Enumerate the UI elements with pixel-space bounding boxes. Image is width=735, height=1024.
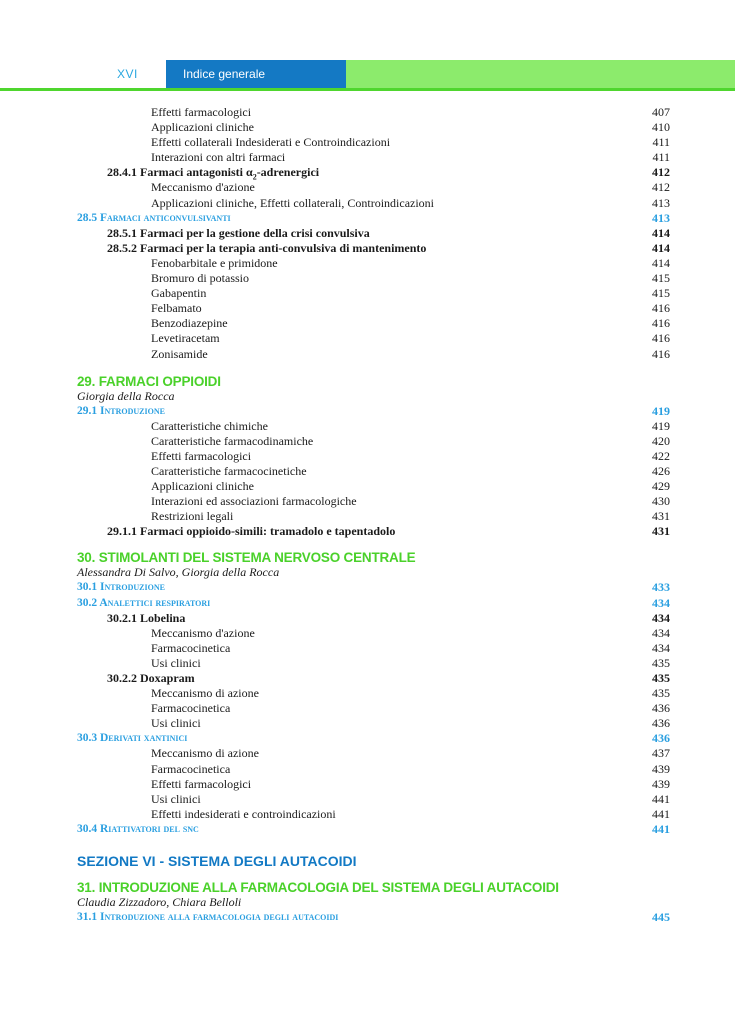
toc-entry-page: 434 — [652, 595, 670, 610]
toc-entry — [0, 419, 735, 434]
toc-entry-page: 431 — [652, 524, 670, 539]
header-left-block — [0, 60, 166, 88]
toc-group-28 — [0, 105, 735, 362]
toc-entry-title: Meccanismo di azione — [151, 746, 259, 761]
toc-entry-page: 433 — [652, 580, 670, 595]
toc-entry-page: 436 — [652, 701, 670, 716]
toc-entry — [0, 822, 735, 837]
toc-entry-title: Farmacocinetica — [151, 701, 231, 716]
toc-entry-page: 414 — [652, 255, 670, 270]
toc-entry — [0, 910, 735, 925]
toc-entry-title: Meccanismo d'azione — [151, 180, 255, 195]
toc-entry-page: 416 — [652, 346, 670, 361]
toc-entry-title: 28.5 Farmaci anticonvulsivanti — [77, 211, 231, 224]
chapter-title: 29. FARMACI OPPIOIDI — [77, 373, 221, 389]
toc-entry — [0, 241, 735, 256]
toc-entry-title: Effetti indesiderati e controindicazioni — [151, 806, 336, 821]
toc-entry — [0, 479, 735, 494]
table-of-contents — [0, 105, 735, 925]
toc-entry-title: Gabapentin — [151, 286, 207, 301]
toc-entry — [0, 135, 735, 150]
toc-entry-page: 419 — [652, 418, 670, 433]
header-title: Indice generale — [166, 60, 346, 88]
toc-entry — [0, 105, 735, 120]
toc-entry — [0, 611, 735, 626]
header-rule — [0, 88, 735, 91]
toc-entry — [0, 641, 735, 656]
toc-entry-page: 411 — [652, 150, 670, 165]
header-green-band — [346, 60, 735, 88]
chapter-30-heading — [0, 539, 735, 565]
toc-entry — [0, 596, 735, 611]
toc-entry-title: 30.3 Derivati xantinici — [77, 732, 188, 745]
toc-entry-title: Fenobarbitale e primidone — [151, 255, 278, 270]
toc-entry-page: 412 — [652, 165, 670, 180]
toc-entry-title: 30.1 Introduzione — [77, 581, 165, 594]
toc-entry-page: 407 — [652, 105, 670, 119]
toc-entry-title: Interazioni ed associazioni farmacologiche — [151, 494, 357, 509]
toc-entry-title: 30.2.1 Lobelina — [107, 610, 186, 625]
toc-entry-page: 441 — [652, 791, 670, 806]
toc-entry — [0, 701, 735, 716]
toc-entry-title: Effetti farmacologici — [151, 448, 252, 463]
toc-entry-title: Farmacocinetica — [151, 761, 231, 776]
toc-entry — [0, 286, 735, 301]
toc-entry-title: Applicazioni cliniche — [151, 479, 254, 494]
chapter-title: 31. INTRODUZIONE ALLA FARMACOLOGIA DEL SISTEMA DEGLI AUTACOIDI — [77, 880, 559, 896]
toc-entry-title: Interazioni con altri farmaci — [151, 150, 286, 165]
toc-group-30 — [0, 580, 735, 837]
toc-entry — [0, 211, 735, 226]
toc-entry-page: 435 — [652, 655, 670, 670]
toc-entry-title: Effetti farmacologici — [151, 105, 252, 119]
toc-entry-page: 416 — [652, 331, 670, 346]
toc-entry-title: Caratteristiche chimiche — [151, 418, 268, 433]
toc-entry — [0, 120, 735, 135]
chapter-authors: Giorgia della Rocca — [77, 388, 175, 403]
toc-entry-title: 30.2 Analettici respiratori — [77, 596, 211, 609]
toc-entry-page: 412 — [652, 180, 670, 195]
toc-entry-title: 30.2.2 Doxapram — [107, 671, 195, 685]
toc-entry-title: Effetti collaterali Indesiderati e Controindicazioni — [151, 135, 391, 150]
toc-entry-title: Zonisamide — [151, 346, 208, 361]
toc-entry — [0, 464, 735, 479]
toc-entry-page: 435 — [652, 671, 670, 685]
toc-entry-title: Usi clinici — [151, 655, 201, 670]
toc-entry-page: 413 — [652, 195, 670, 210]
chapter-29-heading — [0, 362, 735, 389]
chapter-31-authors — [0, 895, 735, 910]
toc-group-29 — [0, 404, 735, 540]
section-title: SEZIONE VI - SISTEMA DEGLI AUTACOIDI — [77, 853, 357, 870]
toc-entry-page: 441 — [652, 821, 670, 836]
toc-entry-page: 431 — [652, 509, 670, 524]
toc-entry-title: Applicazioni cliniche, Effetti collaterali, Controindicazioni — [151, 195, 435, 210]
toc-entry-title: 28.4.1 Farmaci antagonisti $\alpha_2$-adrenergici — [107, 165, 320, 182]
chapter-29-authors — [0, 389, 735, 404]
toc-entry-page: 413 — [652, 210, 670, 225]
toc-entry-page: 426 — [652, 463, 670, 478]
toc-entry — [0, 626, 735, 641]
toc-entry-title: 29.1.1 Farmaci oppioido-simili: tramadolo e tapentadolo — [107, 524, 396, 539]
toc-entry-page: 429 — [652, 479, 670, 494]
toc-entry-page: 437 — [652, 746, 670, 761]
toc-entry-title: Felbamato — [151, 301, 202, 316]
toc-entry — [0, 762, 735, 777]
toc-entry — [0, 301, 735, 316]
toc-entry — [0, 347, 735, 362]
toc-entry — [0, 656, 735, 671]
toc-entry — [0, 271, 735, 286]
toc-entry — [0, 686, 735, 701]
chapter-30-authors — [0, 565, 735, 580]
toc-entry — [0, 792, 735, 807]
toc-entry-title: 28.5.2 Farmaci per la terapia anti-convulsiva di mantenimento — [107, 240, 427, 255]
toc-entry — [0, 165, 735, 180]
toc-entry-page: 441 — [652, 806, 670, 821]
toc-entry-page: 435 — [652, 686, 670, 701]
toc-entry-page: 434 — [652, 640, 670, 655]
toc-entry-page: 434 — [652, 610, 670, 625]
toc-entry — [0, 196, 735, 211]
toc-entry-title: 28.5.1 Farmaci per la gestione della crisi convulsiva — [107, 225, 370, 240]
toc-entry-title: 31.1 Introduzione alla farmacologia degli autacoidi — [77, 911, 339, 924]
toc-entry-title: 29.1 Introduzione — [77, 404, 165, 417]
toc-entry — [0, 404, 735, 419]
toc-entry-page: 419 — [652, 403, 670, 418]
toc-entry-title: Bromuro di potassio — [151, 271, 249, 286]
toc-entry — [0, 434, 735, 449]
chapter-31-heading — [0, 873, 735, 895]
chapter-title: 30. STIMOLANTI DEL SISTEMA NERVOSO CENTRALE — [77, 550, 416, 566]
page-number: XVI — [117, 67, 138, 81]
toc-entry — [0, 731, 735, 746]
toc-entry-page: 410 — [652, 120, 670, 135]
chapter-authors: Alessandra Di Salvo, Giorgia della Rocca — [77, 565, 280, 580]
toc-entry-page: 439 — [652, 776, 670, 791]
toc-entry — [0, 777, 735, 792]
toc-entry — [0, 580, 735, 595]
toc-entry-title: Levetiracetam — [151, 331, 220, 346]
subscript: 2 — [252, 172, 257, 182]
toc-entry-page: 420 — [652, 433, 670, 448]
toc-entry-page: 436 — [652, 716, 670, 731]
toc-entry — [0, 716, 735, 731]
toc-entry-title: Meccanismo d'azione — [151, 625, 255, 640]
toc-entry — [0, 449, 735, 464]
toc-entry-title: Effetti farmacologici — [151, 776, 252, 791]
toc-entry-title: Caratteristiche farmacodinamiche — [151, 433, 314, 448]
toc-entry — [0, 494, 735, 509]
toc-entry-title: 30.4 Riattivatori del snc — [77, 822, 199, 835]
chapter-authors: Claudia Zizzadoro, Chiara Belloli — [77, 895, 242, 910]
section-6-heading — [0, 837, 735, 873]
toc-entry-title: Caratteristiche farmacocinetiche — [151, 463, 307, 478]
toc-entry-page: 445 — [652, 910, 670, 925]
toc-entry-title: Usi clinici — [151, 716, 201, 731]
toc-entry-page: 414 — [652, 240, 670, 255]
toc-entry-page: 414 — [652, 225, 670, 240]
toc-entry — [0, 226, 735, 241]
toc-entry-title: Benzodiazepine — [151, 316, 228, 331]
toc-entry-page: 434 — [652, 625, 670, 640]
toc-entry — [0, 180, 735, 195]
toc-entry-page: 415 — [652, 286, 670, 301]
toc-entry-page: 422 — [652, 448, 670, 463]
toc-entry-title: Usi clinici — [151, 791, 201, 806]
toc-entry-title: Farmacocinetica — [151, 640, 231, 655]
toc-entry-title: Applicazioni cliniche — [151, 120, 254, 135]
toc-entry — [0, 331, 735, 346]
toc-entry — [0, 509, 735, 524]
toc-group-31 — [0, 910, 735, 925]
toc-entry — [0, 150, 735, 165]
toc-entry — [0, 671, 735, 686]
toc-entry-title: Meccanismo di azione — [151, 686, 259, 701]
toc-entry-page: 430 — [652, 494, 670, 509]
toc-entry — [0, 807, 735, 822]
toc-entry — [0, 256, 735, 271]
toc-entry-page: 439 — [652, 761, 670, 776]
toc-entry-page: 436 — [652, 731, 670, 746]
toc-entry-title: Restrizioni legali — [151, 509, 234, 524]
toc-entry-page: 415 — [652, 271, 670, 286]
toc-entry-page: 416 — [652, 301, 670, 316]
toc-entry — [0, 746, 735, 761]
toc-entry-page: 416 — [652, 316, 670, 331]
toc-entry — [0, 316, 735, 331]
toc-entry-page: 411 — [652, 135, 670, 150]
page-header — [0, 60, 735, 88]
toc-entry — [0, 524, 735, 539]
